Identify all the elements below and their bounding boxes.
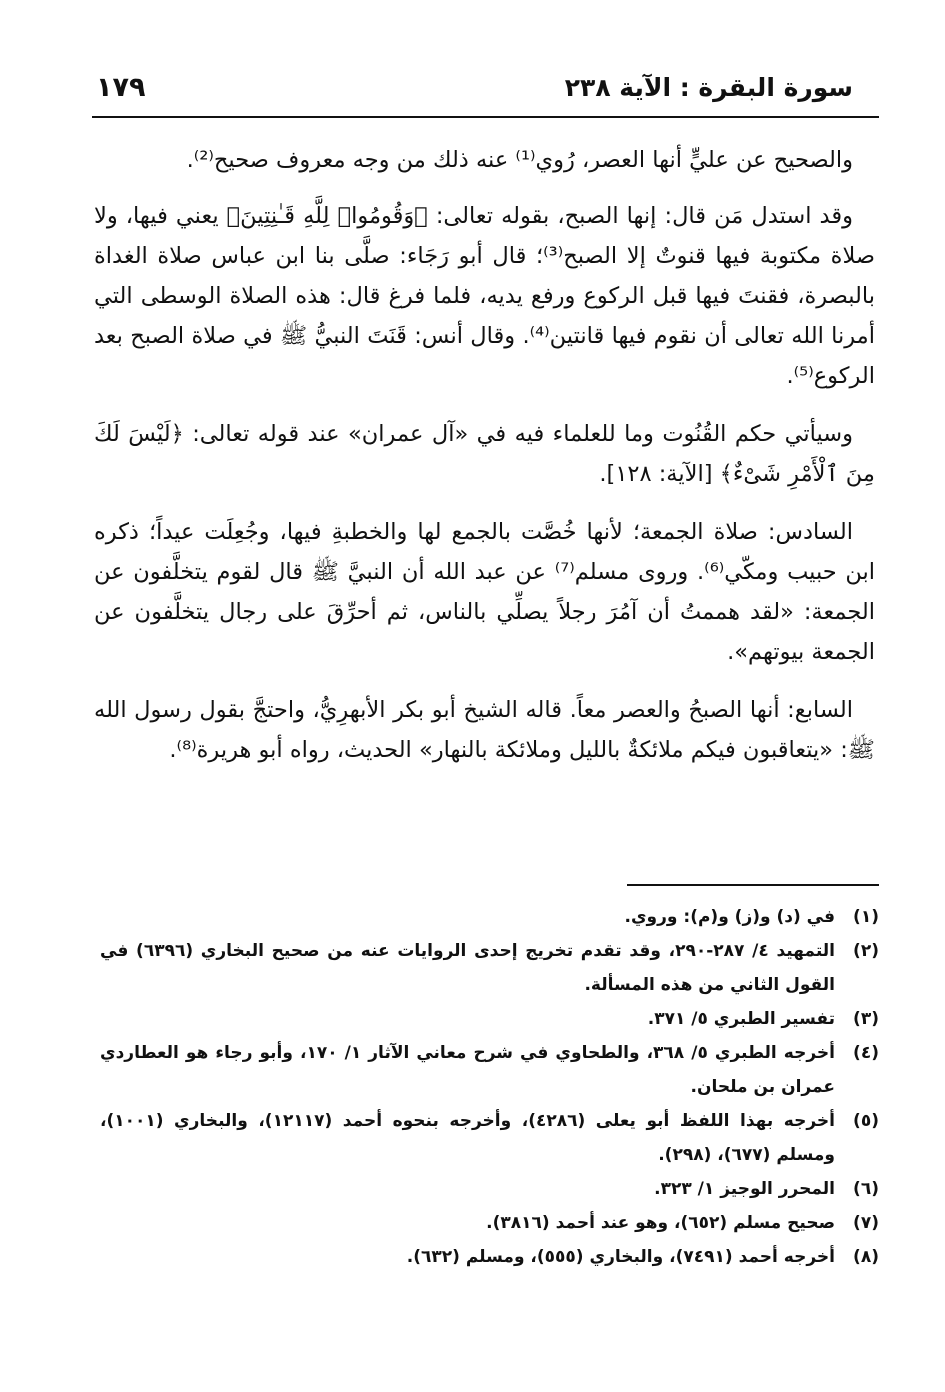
paragraph: السادس: صلاة الجمعة؛ لأنها خُصَّت بالجمع لها والخطبةِ فيها، وجُعِلَت عيداً؛ ذكره ابن حبيب ومكّي⁽⁶⁾. وروى مسلم⁽⁷⁾ عن عبد الله أن النبيَّ ﷺ قال لقوم يتخلَّفون عن الجمعة: «لقد هممتُ أن آمُرَ رجلاً يصلِّي بالناس، ثم أحرِّقَ على رجال يتخلَّفون عن الجمعة بيوتهم». — [94, 519, 876, 665]
paragraph: والصحيح عن عليٍّ أنها العصر، رُوي⁽¹⁾ عنه ذلك من وجه معروف صحيح⁽²⁾. — [186, 147, 853, 173]
footnote-number: (٣) — [853, 1009, 879, 1029]
footnote-text: المحرر الوجيز ١/ ٣٢٣. — [654, 1179, 835, 1199]
footnote — [100, 900, 879, 934]
main-text — [94, 140, 875, 788]
page-number: ١٧٩ — [96, 72, 146, 103]
footnote-number: (١) — [853, 907, 879, 927]
footnote-text: صحيح مسلم (٦٥٢)، وهو عند أحمد (٣٨١٦). — [486, 1213, 835, 1233]
footnote — [100, 1172, 879, 1206]
paragraph: وقد استدل مَن قال: إنها الصبح، بقوله تعالى: ﴿وَقُومُوا۟ لِلَّهِ قَـٰنِتِينَ﴾ يعني فيها، ولا صلاة مكتوبة فيها قنوتٌ إلا الصبح⁽³⁾؛ قال أبو رَجَاء: صلَّى بنا ابن عباس صلاة الغداة بالبصرة، فقنتَ فيها قبل الركوع ورفع يديه، فلما فرغ قال: هذه الصلاة الوسطى التي أمرنا الله تعالى أن نقوم فيها قانتين⁽⁴⁾. وقال أنس: قَنَتَ النبيُّ ﷺ في صلاة الصبح بعد الركوع⁽⁵⁾. — [94, 203, 875, 389]
paragraph: السابع: أنها الصبحُ والعصر معاً. قاله الشيخ أبو بكر الأبهرِيُّ، واحتجَّ بقول رسول الله ﷺ: «يتعاقبون فيكم ملائكةٌ بالليل وملائكة بالنهار» الحديث، رواه أبو هريرة⁽⁸⁾. — [94, 697, 875, 763]
footnote-number: (٤) — [853, 1043, 879, 1063]
footnote-text: أخرجه بهذا اللفظ أبو يعلى (٤٢٨٦)، وأخرجه بنحوه أحمد (١٢١١٧)، والبخاري (١٠٠١)، ومسلم (٦٧٧)، (٢٩٨). — [100, 1111, 836, 1165]
footnote — [100, 1002, 879, 1036]
footnote — [100, 1036, 879, 1104]
footnote — [100, 1240, 879, 1274]
footnote — [100, 1206, 879, 1240]
footnote-number: (٨) — [853, 1247, 879, 1267]
footnotes — [100, 900, 879, 1274]
paragraph: وسيأتي حكم القُنُوت وما للعلماء فيه في «آل عمران» عند قوله تعالى: ﴿لَيْسَ لَكَ مِنَ ٱلْأَمْرِ شَىْءٌ﴾ [الآية: ١٢٨]. — [94, 421, 875, 487]
footnote — [100, 1104, 879, 1172]
footnote-divider — [627, 884, 879, 886]
footnote-text: أخرجه أحمد (٧٤٩١)، والبخاري (٥٥٥)، ومسلم (٦٣٢). — [406, 1247, 835, 1267]
running-title: سورة البقرة : الآية ٢٣٨ — [564, 73, 853, 102]
header-divider — [92, 116, 879, 118]
footnote-number: (٦) — [853, 1179, 879, 1199]
footnote-text: في (د) و(ز) و(م): وروي. — [624, 907, 835, 927]
footnote-number: (٥) — [853, 1111, 879, 1131]
footnote-text: تفسير الطبري ٥/ ٣٧١. — [647, 1009, 835, 1029]
footnote-text: أخرجه الطبري ٥/ ٣٦٨، والطحاوي في شرح معاني الآثار ١/ ١٧٠، وأبو رجاء هو العطاردي عمران بن ملحان. — [100, 1043, 835, 1097]
footnote-number: (٧) — [853, 1213, 879, 1233]
footnote-number: (٢) — [853, 941, 879, 961]
footnote — [100, 934, 879, 1002]
footnote-text: التمهيد ٤/ ٢٨٧-٢٩٠، وقد تقدم تخريج إحدى الروايات عنه من صحيح البخاري (٦٣٩٦) في القول الثاني من هذه المسألة. — [100, 941, 835, 995]
page-header — [92, 66, 853, 110]
